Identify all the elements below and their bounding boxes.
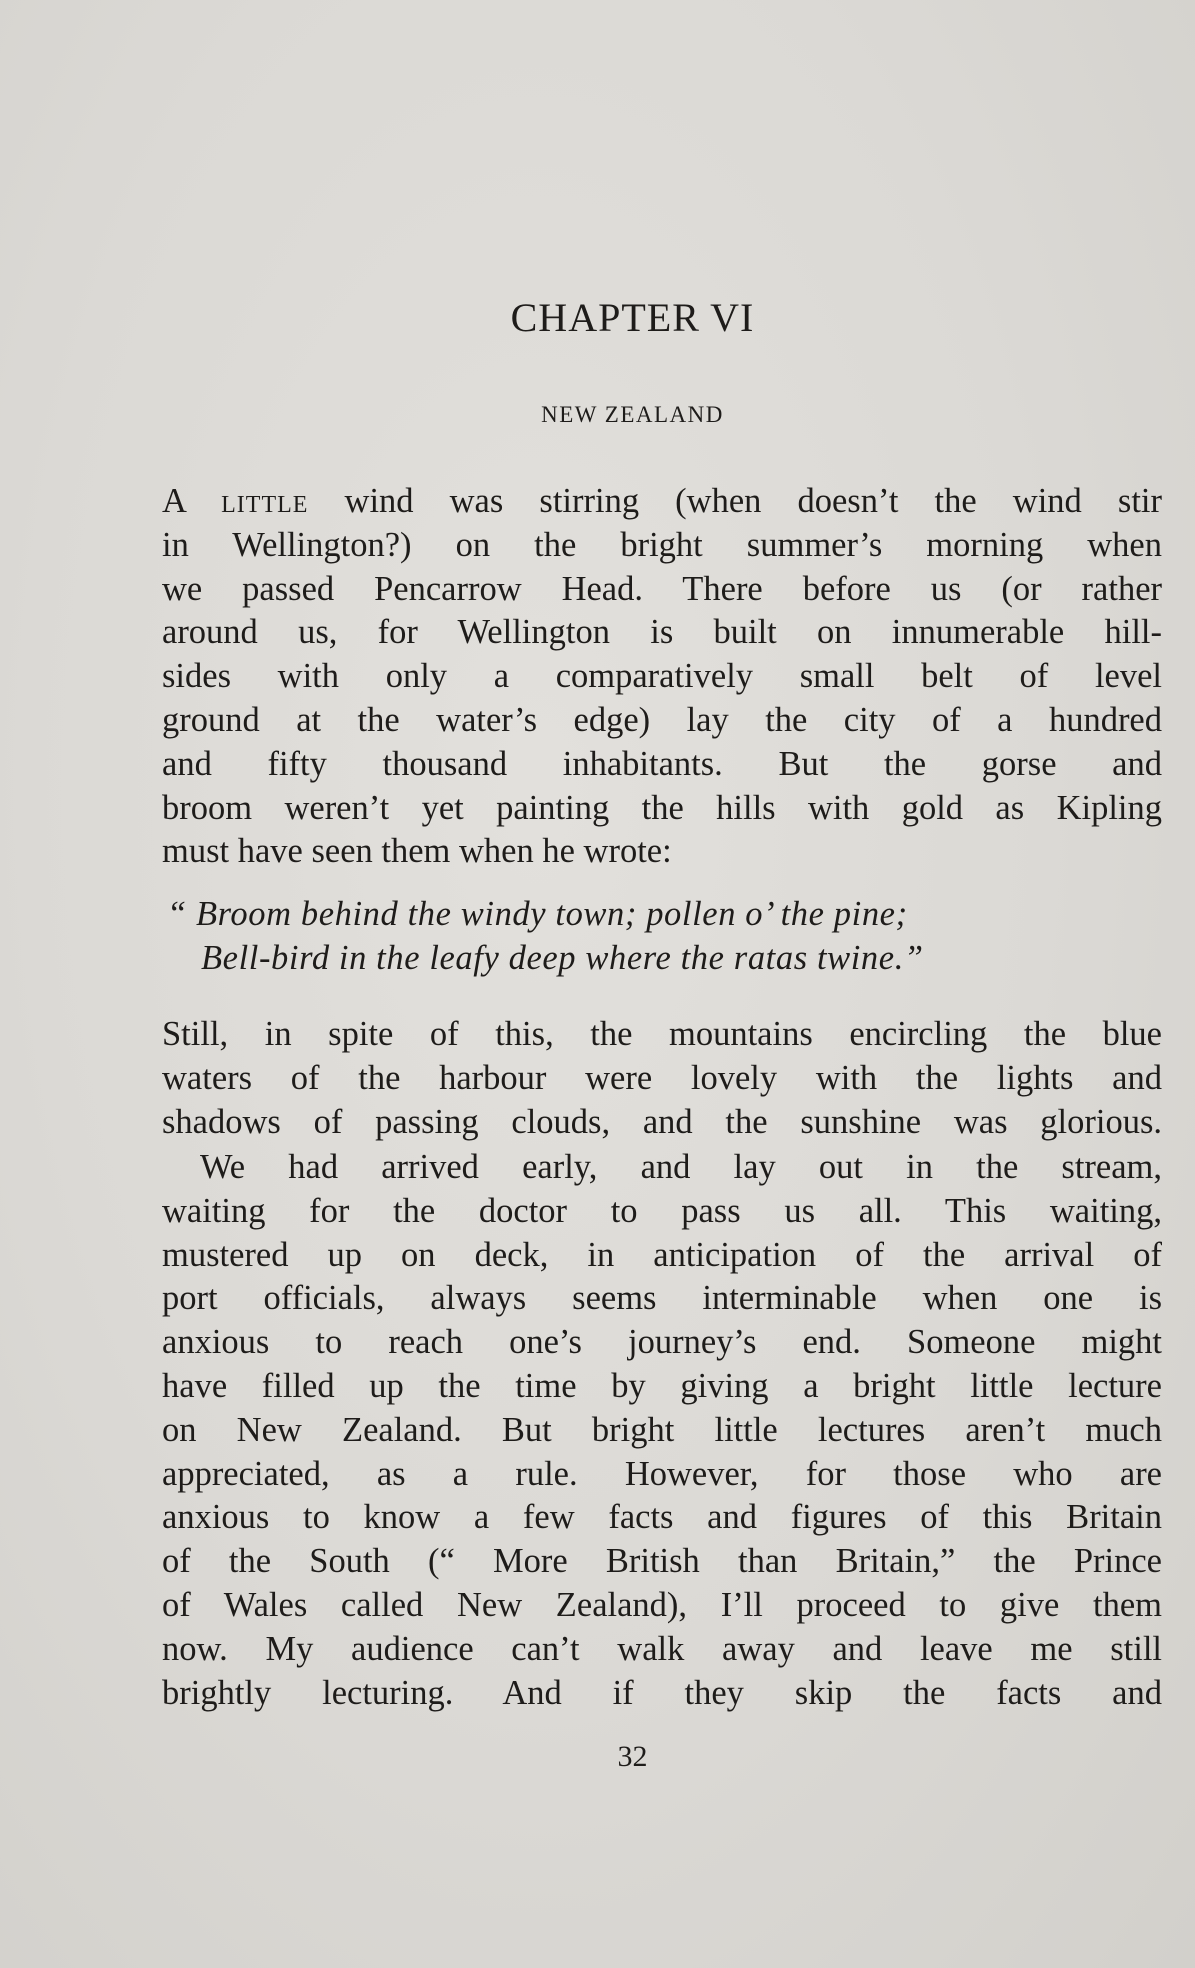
paragraph-line: in Wellington?) on the bright summer’s morning when — [162, 525, 1162, 564]
paragraph-line: must have seen them when he wrote: — [162, 832, 672, 871]
smallcaps-word: little — [221, 482, 309, 520]
quote-line: “ Broom behind the windy town; pollen o’ the pine; — [167, 895, 908, 933]
quote-line: Bell-bird in the leafy deep where the ratas twine.” — [201, 938, 924, 977]
paragraph-line: Still, in spite of this, the mountains encircling the blue — [162, 1015, 1162, 1053]
paragraph-line: around us, for Wellington is built on innumerable hill- — [162, 613, 1162, 652]
paragraph-line: mustered up on deck, in anticipation of the arrival of — [162, 1235, 1162, 1274]
paragraph-line: of the South (“ More British than Britain,” the Prince — [162, 1542, 1162, 1581]
paragraph-line: We had arrived early, and lay out in the stream, — [200, 1148, 1162, 1186]
paragraph-line: of Wales called New Zealand), I’ll proceed to give them — [162, 1585, 1162, 1624]
paragraph-line: port officials, always seems interminable when one is — [162, 1279, 1162, 1318]
chapter-subtitle: NEW ZEALAND — [541, 402, 724, 427]
line-text: wind was stirring (when doesn’t the wind stir — [308, 482, 1162, 520]
paragraph-line: sides with only a comparatively small belt of level — [162, 657, 1162, 696]
paragraph-line: ground at the water’s edge) lay the city of a hundred — [162, 700, 1162, 739]
paragraph-line: shadows of passing clouds, and the sunshine was glorious. — [162, 1102, 1162, 1141]
paragraph-line: we passed Pencarrow Head. There before us (or rather — [162, 569, 1162, 608]
page-number: 32 — [617, 1740, 648, 1773]
chapter-title: CHAPTER VI — [510, 295, 755, 340]
opening-word: A — [162, 482, 186, 520]
paragraph-line: anxious to reach one’s journey’s end. Someone might — [162, 1323, 1162, 1362]
verse-quote — [167, 893, 1167, 981]
paragraph-line: have filled up the time by giving a bright little lecture — [162, 1366, 1162, 1405]
paragraph-line: appreciated, as a rule. However, for those who are — [162, 1454, 1162, 1493]
paragraph-line: and fifty thousand inhabitants. But the gorse and — [162, 744, 1162, 783]
paragraph-1 — [162, 480, 1162, 874]
paragraph-line: waiting for the doctor to pass us all. This waiting, — [162, 1191, 1162, 1230]
paragraph-line — [162, 480, 1162, 524]
paragraph-line: now. My audience can’t walk away and leave me still — [162, 1629, 1162, 1668]
paragraph-line: brightly lecturing. And if they skip the facts and — [162, 1673, 1162, 1712]
paragraph-line: waters of the harbour were lovely with the lights and — [162, 1058, 1162, 1097]
paragraph-3 — [162, 1146, 1162, 1715]
paragraph-line: on New Zealand. But bright little lectures aren’t much — [162, 1410, 1162, 1449]
paragraph-line: anxious to know a few facts and figures of this Britain — [162, 1498, 1162, 1537]
paragraph-2 — [162, 1013, 1162, 1144]
paragraph-line: broom weren’t yet painting the hills with gold as Kipling — [162, 788, 1162, 827]
